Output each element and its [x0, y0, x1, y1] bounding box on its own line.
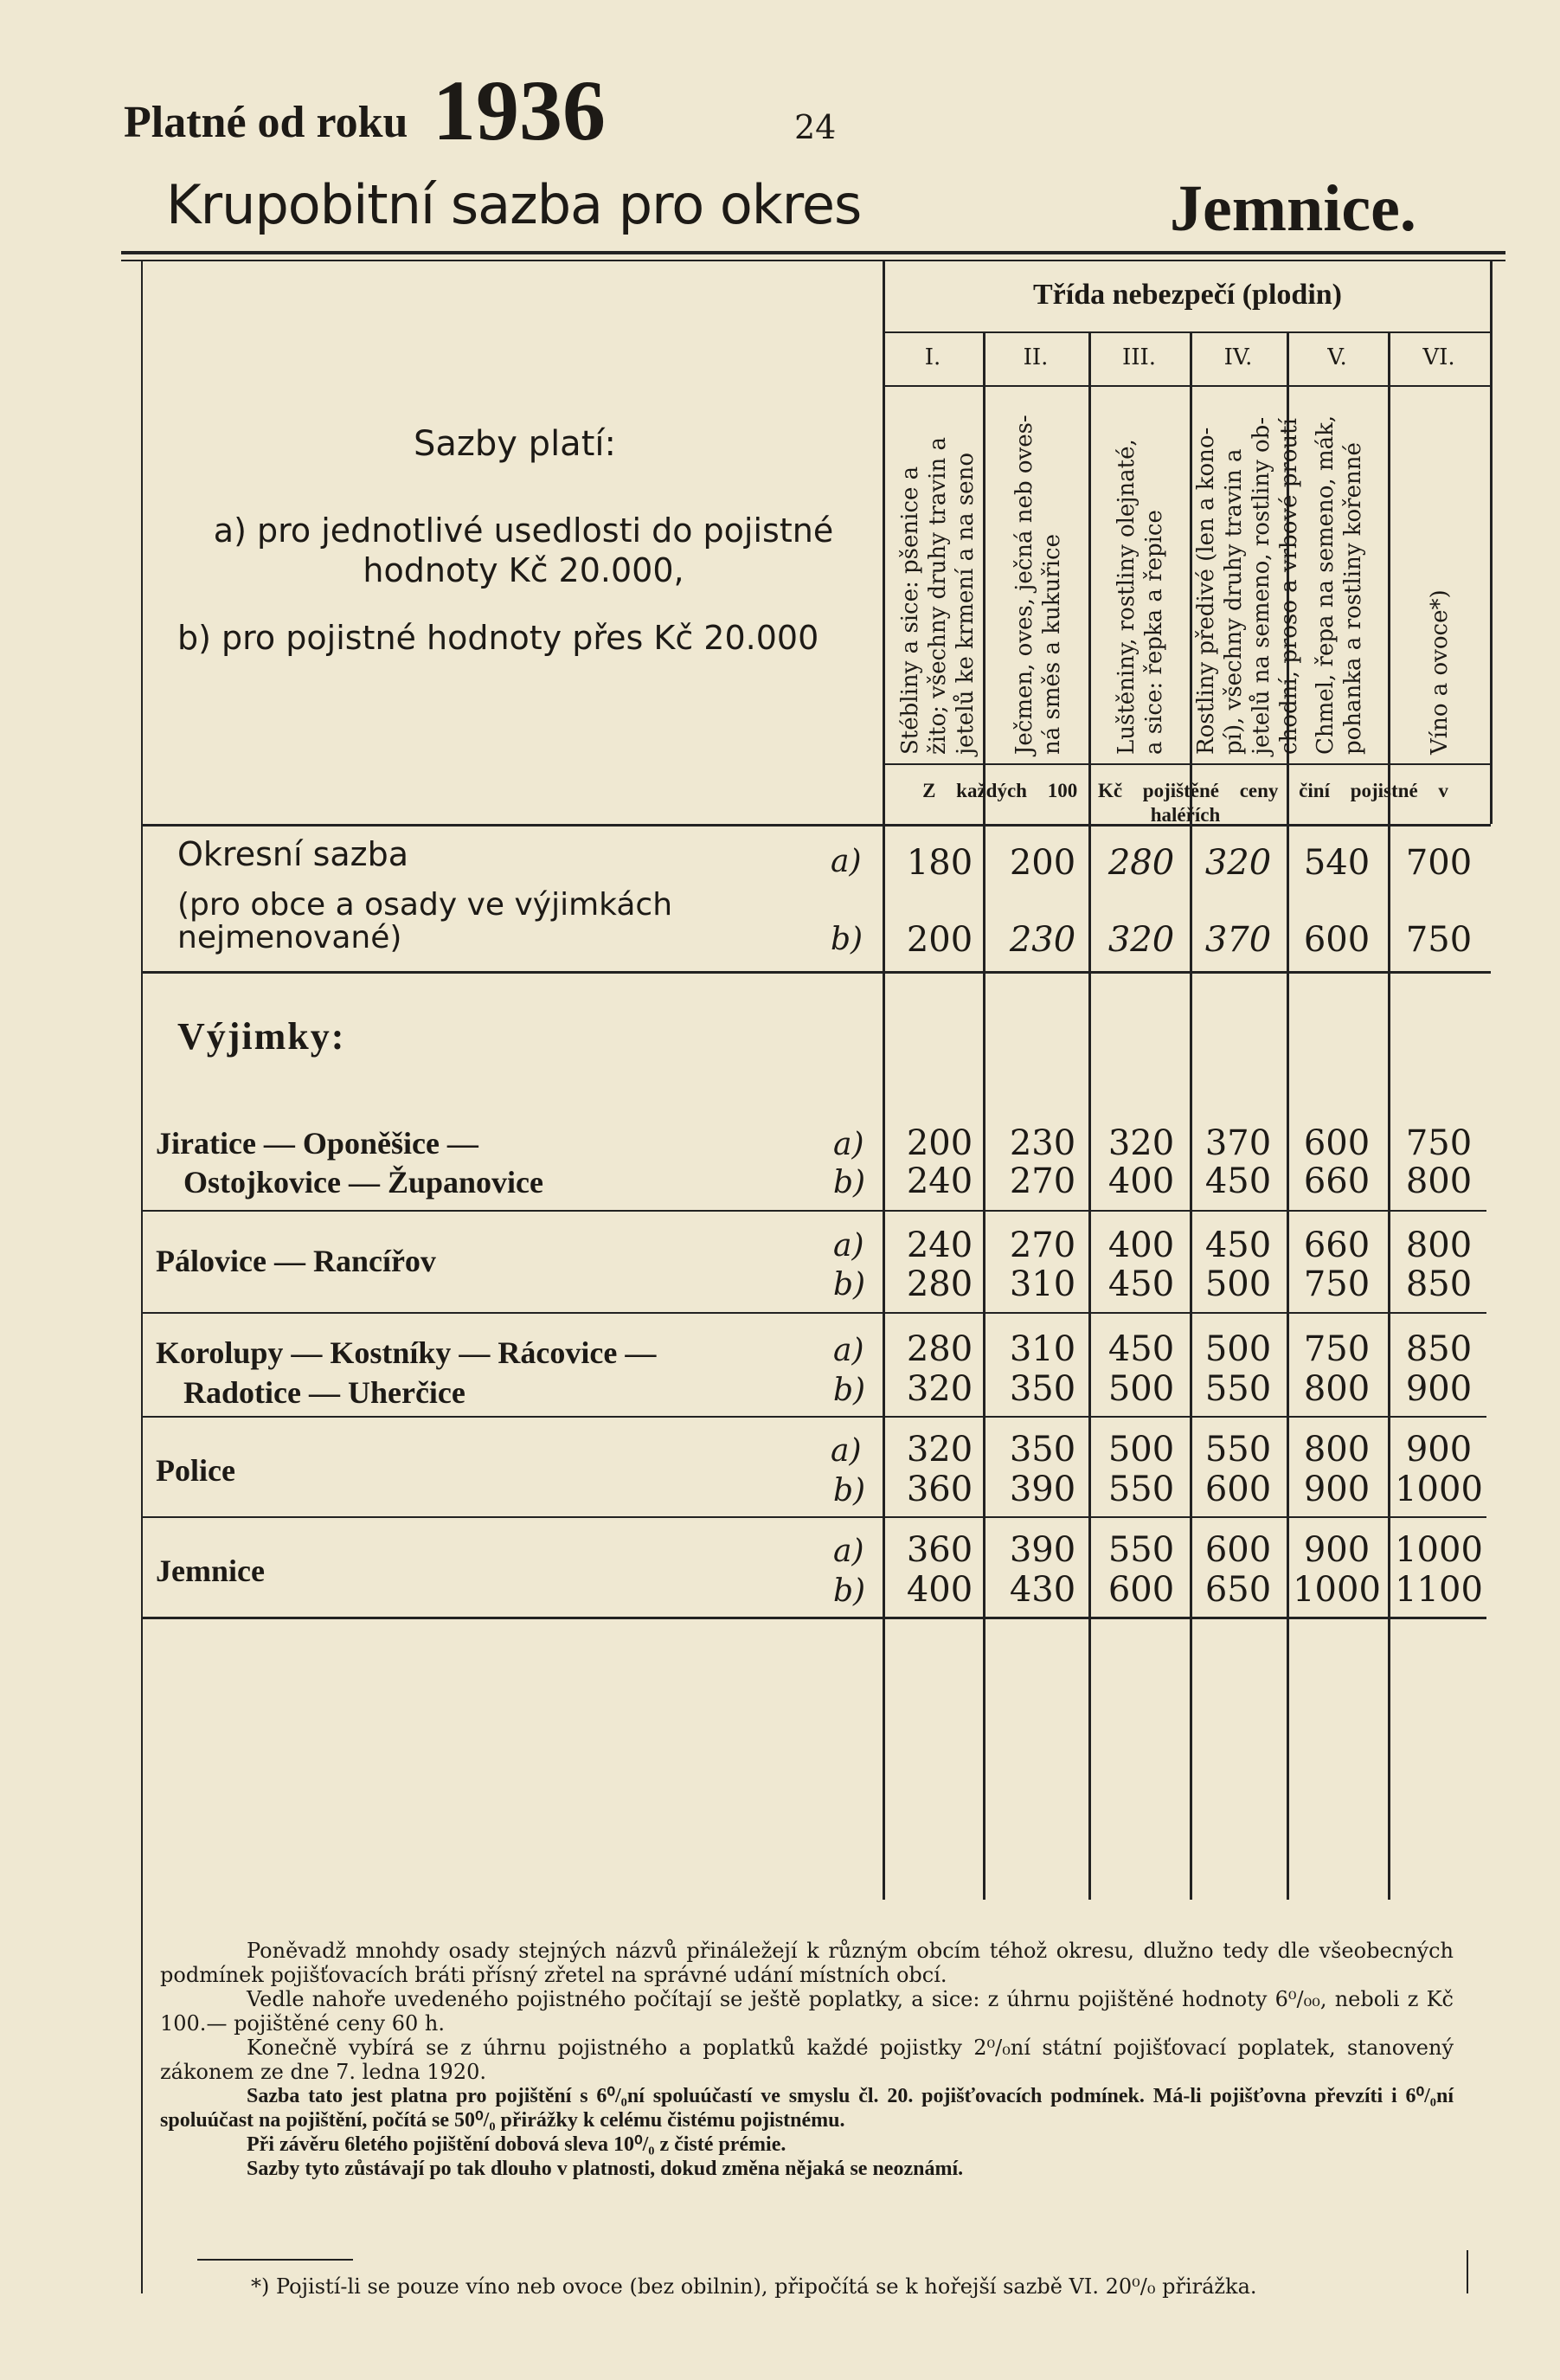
- col-line-3: [1088, 331, 1091, 1900]
- exception-2-a-6: 800: [1405, 1225, 1473, 1265]
- exception-5-label-a: a): [833, 1534, 864, 1569]
- footnote-2: Vedle nahoře uvedeného pojistného počítají se ještě poplatky, a sice: z úhrnu pojištěné hodnoty 6⁰/₀₀, neboli z Kč 100.— pojištěné ceny 60 h.: [160, 1987, 1454, 2036]
- exception-2-label-a: a): [833, 1228, 864, 1264]
- exception-2-rule: [141, 1312, 1486, 1314]
- exception-1-line2: Ostojkovice — Županovice: [183, 1165, 544, 1200]
- exception-3-rule: [141, 1416, 1486, 1418]
- district-a-1: 180: [906, 843, 973, 883]
- exception-3-b-6: 900: [1405, 1369, 1473, 1409]
- class-numeral-6: VI.: [1422, 344, 1455, 370]
- class-numeral-3: III.: [1121, 344, 1157, 370]
- district-label-b: b): [831, 922, 863, 957]
- crops-class-4: Rostliny předivé (len a kono- pí), všechny druhy travin a jetelů na semeno, rostliny ob- chodní, proso a vrbové proutí: [1193, 416, 1302, 755]
- exception-5-a-2: 390: [1009, 1530, 1076, 1570]
- exception-1-label-b: b): [833, 1165, 866, 1200]
- exception-1-rule: [141, 1210, 1486, 1212]
- exception-4-a-2: 350: [1009, 1430, 1076, 1470]
- crops-class-6: Víno a ovoce*): [1427, 589, 1453, 755]
- exception-1-b-2: 270: [1009, 1161, 1076, 1201]
- exception-2-b-4: 500: [1204, 1264, 1272, 1304]
- exception-5-a-1: 360: [906, 1530, 973, 1570]
- class-numeral-5: V.: [1327, 344, 1347, 370]
- district-name: Jemnice.: [1170, 172, 1416, 245]
- exception-3-label-b: b): [833, 1373, 866, 1408]
- exception-2-b-1: 280: [906, 1264, 973, 1304]
- footnotes-block: [160, 1939, 1454, 2181]
- exception-1-b-1: 240: [906, 1161, 973, 1201]
- exception-2-a-4: 450: [1204, 1225, 1272, 1265]
- class-numeral-2: II.: [1023, 344, 1049, 370]
- district-b-2: 230: [1009, 920, 1076, 960]
- class-numeral-1: I.: [924, 344, 941, 370]
- subtitle: Krupobitní sazba pro okres: [166, 173, 862, 236]
- exception-5-a-4: 600: [1204, 1530, 1272, 1570]
- footnote-star: *) Pojistí-li se pouze víno neb ovoce (bez obilnin), připočítá se k hořejší sazbě VI. 20⁰/₀ přirážka.: [251, 2274, 1257, 2299]
- district-rate-note: (pro obce a osady ve výjimkách nejmenované): [177, 887, 673, 955]
- exception-3-a-1: 280: [906, 1329, 973, 1369]
- footnote-separator: [197, 2259, 353, 2261]
- district-a-3: 280: [1107, 843, 1175, 883]
- crops-class-2: Ječmen, oves, ječná neb oves- ná směs a kukuřice: [1011, 415, 1065, 755]
- frame-right-bottom: [1467, 2250, 1468, 2293]
- exception-1-a-3: 320: [1107, 1123, 1175, 1163]
- exception-3-b-4: 550: [1204, 1369, 1272, 1409]
- exception-5-line1: Jemnice: [156, 1553, 265, 1588]
- exception-3-b-3: 500: [1107, 1369, 1175, 1409]
- exception-1-b-5: 660: [1303, 1161, 1371, 1201]
- district-b-5: 600: [1303, 920, 1371, 960]
- crops-rule: [883, 763, 1493, 765]
- district-a-2: 200: [1009, 843, 1076, 883]
- exception-2-label-b: b): [833, 1267, 866, 1303]
- exception-4-b-4: 600: [1204, 1470, 1272, 1509]
- exception-3-a-5: 750: [1303, 1329, 1371, 1369]
- exception-4-line1: Police: [156, 1453, 235, 1488]
- district-rate-label: Okresní sazba: [177, 835, 409, 873]
- footnote-5: Při závěru 6letého pojištění dobová sleva 10⁰/₀ z čisté prémie.: [247, 2133, 786, 2156]
- exception-4-b-1: 360: [906, 1470, 973, 1509]
- exception-4-b-6: 1000: [1395, 1470, 1483, 1509]
- exception-4-label-a: a): [831, 1433, 862, 1469]
- exception-5-a-3: 550: [1107, 1530, 1175, 1570]
- district-b-1: 200: [906, 920, 973, 960]
- exception-1-b-6: 800: [1405, 1161, 1473, 1201]
- col-line-6: [1388, 331, 1390, 1900]
- exception-2-b-6: 850: [1405, 1264, 1473, 1304]
- exception-4-rule: [141, 1516, 1486, 1518]
- district-a-6: 700: [1405, 843, 1473, 883]
- exception-5-label-b: b): [833, 1573, 866, 1609]
- rate-condition-a: a) pro jednotlivé usedlosti do pojistné hodnoty Kč 20.000,: [213, 511, 834, 589]
- exception-4-a-3: 500: [1107, 1430, 1175, 1470]
- exception-2-b-2: 310: [1009, 1264, 1076, 1304]
- header-rule: [121, 251, 1505, 254]
- exception-5-b-3: 600: [1107, 1570, 1175, 1610]
- exception-2-b-5: 750: [1303, 1264, 1371, 1304]
- footnote-6: Sazby tyto zůstávají po tak dlouho v platnosti, dokud změna nějaká se neoznámí.: [247, 2158, 964, 2180]
- exception-4-a-4: 550: [1204, 1430, 1272, 1470]
- exception-4-a-5: 800: [1303, 1430, 1371, 1470]
- exception-3-a-6: 850: [1405, 1329, 1473, 1369]
- exception-5-b-6: 1100: [1395, 1570, 1483, 1610]
- district-b-4: 370: [1204, 920, 1272, 960]
- exception-5-b-4: 650: [1204, 1570, 1272, 1610]
- exception-5-b-1: 400: [906, 1570, 973, 1610]
- exception-1-a-6: 750: [1405, 1123, 1473, 1163]
- exception-4-a-6: 900: [1405, 1430, 1473, 1470]
- exception-5-b-2: 430: [1009, 1570, 1076, 1610]
- exception-4-b-3: 550: [1107, 1470, 1175, 1509]
- frame-right: [1490, 260, 1493, 824]
- exception-3-b-1: 320: [906, 1369, 973, 1409]
- exception-1-label-a: a): [833, 1127, 864, 1162]
- rate-condition-b: b) pro pojistné hodnoty přes Kč 20.000: [177, 619, 819, 657]
- rates-heading: Sazby platí:: [414, 424, 616, 464]
- class-title-rule: [883, 331, 1493, 333]
- exception-2-a-5: 660: [1303, 1225, 1371, 1265]
- exception-3-b-5: 800: [1303, 1369, 1371, 1409]
- district-b-6: 750: [1405, 920, 1473, 960]
- exception-5-a-6: 1000: [1395, 1530, 1483, 1570]
- header-rule-2: [121, 260, 1505, 261]
- exception-5-a-5: 900: [1303, 1530, 1371, 1570]
- exception-5-rule: [141, 1617, 1486, 1619]
- exception-1-b-4: 450: [1204, 1161, 1272, 1201]
- col-divider-left: [883, 260, 885, 1900]
- exception-1-a-2: 230: [1009, 1123, 1076, 1163]
- year: 1936: [433, 62, 606, 158]
- exception-1-a-4: 370: [1204, 1123, 1272, 1163]
- unit-note: Z každých 100 Kč pojištěné ceny činí pojistné v haléřích: [922, 780, 1448, 826]
- district-a-4: 320: [1204, 843, 1272, 883]
- footnote-3: Konečně vybírá se z úhrnu pojistného a poplatků každé pojistky 2⁰/₀ní státní pojišťovací poplatek, stanovený zákonem ze dne 7. ledna 1920.: [160, 2036, 1454, 2084]
- crops-class-1: Stébliny a sice: pšenice a žito; všechny druhy travin a jetelů ke krmení a na seno: [897, 437, 979, 755]
- exception-3-a-2: 310: [1009, 1329, 1076, 1369]
- exception-2-line1: Pálovice — Rancířov: [156, 1244, 436, 1278]
- exception-1-line1: Jiratice — Oponěšice —: [156, 1126, 478, 1161]
- exception-1-b-3: 400: [1107, 1161, 1175, 1201]
- exception-1-a-1: 200: [906, 1123, 973, 1163]
- exception-2-a-1: 240: [906, 1225, 973, 1265]
- frame-left: [141, 260, 143, 2293]
- col-line-2: [983, 331, 985, 1900]
- footnote-1: Poněvadž mnohdy osady stejných názvů přináležejí k různým obcím téhož okresu, dlužno tedy dle všeobecných podmínek pojišťovacích bráti přísný zřetel na správné udání místních obcí.: [160, 1939, 1454, 1987]
- exception-4-a-1: 320: [906, 1430, 973, 1470]
- exception-3-label-a: a): [833, 1333, 864, 1368]
- page-number: 24: [794, 108, 837, 146]
- exception-3-a-4: 500: [1204, 1329, 1272, 1369]
- exception-4-label-b: b): [833, 1473, 866, 1508]
- exception-5-b-5: 1000: [1293, 1570, 1381, 1610]
- district-label-a: a): [831, 844, 862, 879]
- exception-2-a-2: 270: [1009, 1225, 1076, 1265]
- crops-class-3: Luštěniny, rostliny olejnaté, a sice: řepka a řepice: [1114, 439, 1167, 755]
- numeral-rule: [883, 385, 1493, 387]
- exception-2-b-3: 450: [1107, 1264, 1175, 1304]
- exception-4-b-5: 900: [1303, 1470, 1371, 1509]
- crops-class-5: Chmel, řepa na semeno, mák, pohanka a rostliny kořenné: [1313, 415, 1366, 755]
- exception-3-line2: Radotice — Uherčice: [183, 1375, 465, 1410]
- district-a-5: 540: [1303, 843, 1371, 883]
- exception-3-b-2: 350: [1009, 1369, 1076, 1409]
- footnote-4: Sazba tato jest platna pro pojištění s 6⁰/₀ní spoluúčastí ve smyslu čl. 20. pojišťovacích podmínek. Má-li pojišťovna převzíti i 6⁰/₀ní spoluúčast na pojištění, počítá se 50⁰/₀ přirážky k celému čistému pojistnému.: [160, 2085, 1454, 2132]
- exception-3-line1: Korolupy — Kostníky — Rácovice —: [156, 1335, 657, 1370]
- exception-2-a-3: 400: [1107, 1225, 1175, 1265]
- exception-3-a-3: 450: [1107, 1329, 1175, 1369]
- class-title: Třída nebezpečí (plodin): [1032, 279, 1343, 311]
- exception-4-b-2: 390: [1009, 1470, 1076, 1509]
- valid-from-label: Platné od roku: [124, 98, 408, 147]
- class-numeral-4: IV.: [1223, 344, 1253, 370]
- exceptions-heading: Výjimky:: [177, 1015, 346, 1058]
- district-b-3: 320: [1107, 920, 1175, 960]
- exception-1-a-5: 600: [1303, 1123, 1371, 1163]
